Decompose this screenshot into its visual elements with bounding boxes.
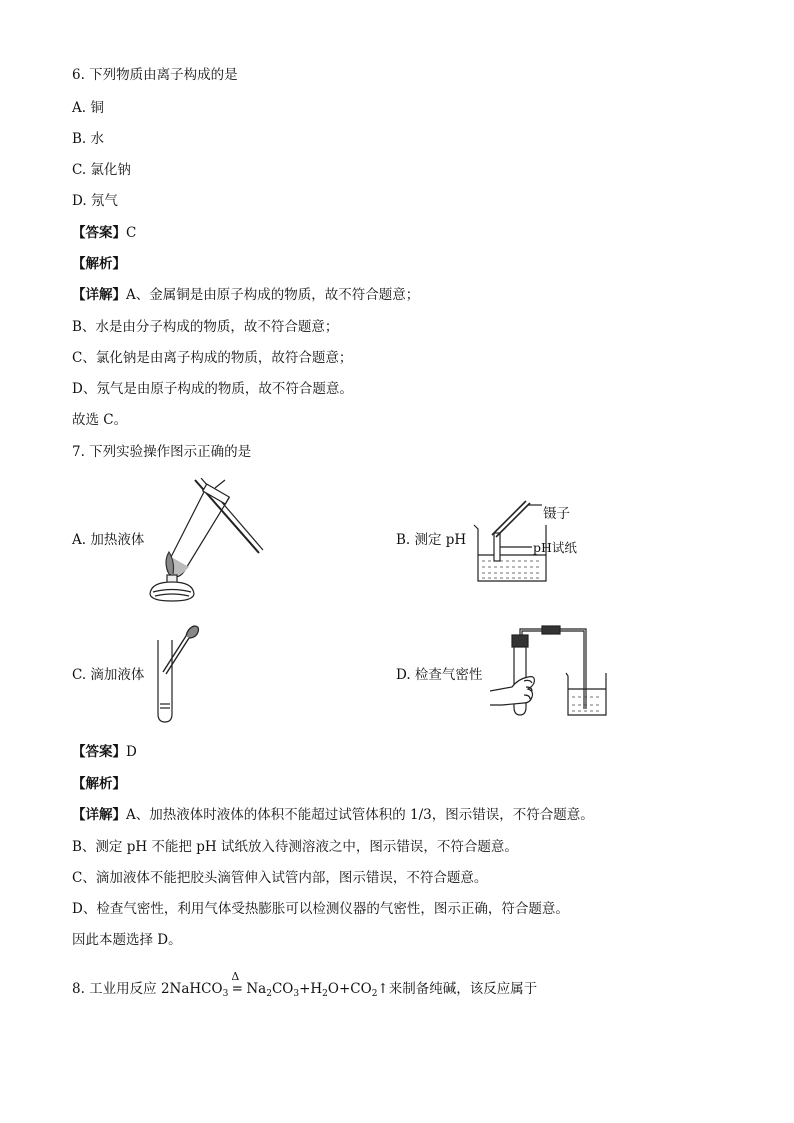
q6-detail-line: B、水是由分子构成的物质，故不符合题意； [72,319,339,335]
q7-option-b-label: B. 测定 pH [396,532,467,548]
formula-part: +H [299,981,323,997]
detail-text: A、加热液体时液体的体积不能超过试管体积的 1/3，图示错误，不符合题意。 [126,807,594,823]
detail-tag: 【详解】 [72,807,126,823]
q7-answer [72,743,137,761]
airtightness-figure [488,625,612,720]
q6-option-d: D. 氖气 [72,193,118,209]
subscript: 2 [266,989,272,999]
q7-detail-line: C、滴加液体不能把胶头滴管伸入试管内部，图示错误，不符合题意。 [72,870,488,886]
subscript: 3 [222,989,229,999]
q7-option-c-label: C. 滴加液体 [72,667,145,683]
heating-liquid-figure [145,478,265,603]
q6-answer [72,224,136,242]
subscript: 2 [371,989,378,999]
q6-detail-line [72,286,419,304]
detail-tag: 【详解】 [72,287,126,303]
answer-value: C [126,225,137,241]
q6-stem: 6. 下列物质由离子构成的是 [72,67,238,83]
answer-value: D [126,744,137,760]
q6-option-a: A. 铜 [72,100,104,116]
q7-analysis-tag: 【解析】 [72,776,126,792]
q6-option-b: B. 水 [72,131,105,147]
q7-detail-line: B、测定 pH 不能把 pH 试纸放入待测溶液之中，图示错误，不符合题意。 [72,839,518,855]
answer-tag: 【答案】 [72,744,126,760]
gas-arrow: ↑ [377,981,389,997]
subscript: 3 [293,989,300,999]
formula-part: CO [271,981,294,997]
q7-stem: 7. 下列实验操作图示正确的是 [72,444,252,460]
q8-suffix: 来制备纯碱，该反应属于 [388,981,538,997]
q7-option-a-label: A. 加热液体 [72,532,145,548]
tweezers-label: 镊子 [543,506,570,522]
q8-stem [72,970,538,1003]
q7-option-d-label: D. 检查气密性 [396,667,483,683]
formula-part: Na [246,981,267,997]
heat-symbol: Δ [231,970,240,983]
ph-paper-label: pH试纸 [533,540,577,555]
q6-analysis-tag: 【解析】 [72,256,126,272]
q6-option-c: C. 氯化钠 [72,162,131,178]
q6-conclusion: 故选 C。 [72,412,128,428]
dropping-liquid-figure [150,620,210,725]
q6-detail-line: D、氖气是由原子构成的物质，故不符合题意。 [72,381,353,397]
q7-conclusion: 因此本题选择 D。 [72,932,182,948]
subscript: 2 [322,989,328,999]
q6-detail-line: C、氯化钠是由离子构成的物质，故符合题意； [72,350,353,366]
q7-detail-line [72,806,594,824]
detail-text: A、金属铜是由原子构成的物质，故不符合题意； [126,287,420,303]
answer-tag: 【答案】 [72,225,126,241]
formula-part: O+CO [327,981,372,997]
reaction-condition: Δ = [231,970,243,997]
q8-prefix: 8. 工业用反应 2NaHCO [72,981,223,997]
q7-detail-line: D、检查气密性，利用气体受热膨胀可以检测仪器的气密性，图示正确，符合题意。 [72,901,569,917]
